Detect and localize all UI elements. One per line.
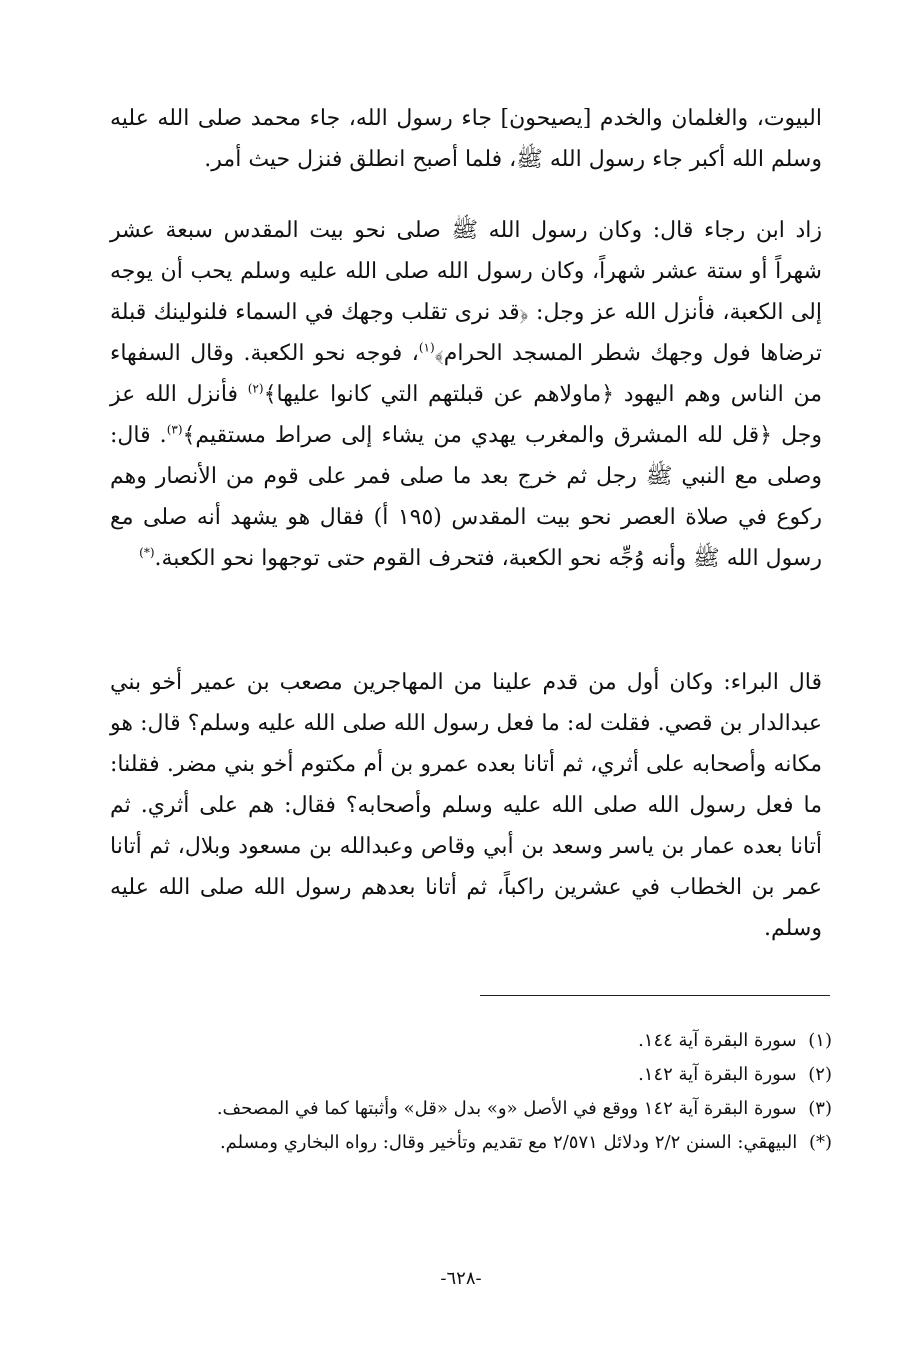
paragraph-2-segment: ، فوجه نحو الكعبة. وقال السفهاء من الناس وهم اليهود ﴿ماولاهم عن قبلتهم التي كانوا عليها﴾ bbox=[110, 341, 822, 407]
paragraph-1-text: البيوت، والغلمان والخدم [يصيحون] جاء رسول الله، جاء محمد صلى الله عليه وسلم الله أكبر جاء رسول الله ﷺ، فلما أصبح انطلق فنزل حيث أمر. bbox=[110, 106, 822, 172]
footnote-marker: (١) bbox=[808, 1030, 832, 1051]
footnote-ref-star: (*) bbox=[139, 545, 155, 560]
footnote-item bbox=[110, 1058, 832, 1092]
footnote-item bbox=[110, 1024, 832, 1058]
footnotes-section bbox=[110, 1024, 832, 1160]
footnote-ref-3: (٣) bbox=[166, 422, 183, 437]
footnote-item bbox=[110, 1092, 832, 1126]
footnote-ref-1: (١) bbox=[418, 340, 435, 355]
footnote-divider bbox=[480, 995, 830, 996]
paragraph-3-text: قال البراء: وكان أول من قدم علينا من المهاجرين مصعب بن عمير أخو بني عبدالدار بن قصي. فقلت له: ما فعل رسول الله صلى الله عليه وسلم؟ قال: هو مكانه وأصحابه على أثري، ثم أتانا بعده عمرو بن أم مكتوم أخو بني مضر. فقلنا: ما فعل رسول الله صلى الله عليه وسلم وأصحابه؟ فقال: هم على أثري. ثم أتانا بعده عمار بن ياسر وسعد بن أبي وقاص وعبدالله بن مسعود وبلال، ثم أتانا عمر بن الخطاب في عشرين راكباً، ثم أتانا بعدهم رسول الله صلى الله عليه وسلم. bbox=[110, 670, 822, 941]
paragraph-2-segment: فأنزل الله عز وجل ﴿قل لله المشرق والمغرب يهدي من يشاء إلى صراط مستقيم﴾ bbox=[110, 382, 823, 448]
footnote-item bbox=[110, 1126, 832, 1160]
footnote-text: سورة البقرة آية ١٤٢ ووقع في الأصل «و» بدل «قل» وأثبتها كما في المصحف. bbox=[216, 1098, 797, 1119]
paragraph-2 bbox=[110, 210, 822, 579]
paragraph-2-segment: زاد ابن رجاء قال: وكان رسول الله ﷺ صلى نحو بيت المقدس سبعة عشر شهراً أو ستة عشر شهراً، وكان رسول الله صلى الله عليه وسلم يحب أن يوجه إلى الكعبة، فأنزل الله عز وجل: ﴿قد نرى تقلب وجهك في السماء فلنولينك قبلة ترضاها فول وجهك شطر المسجد الحرام﴾ bbox=[110, 218, 823, 366]
footnote-ref-2: (٢) bbox=[247, 381, 264, 396]
footnote-marker: (٣) bbox=[808, 1098, 832, 1119]
footnote-text: سورة البقرة آية ١٤٢. bbox=[638, 1064, 797, 1085]
footnote-marker: (*) bbox=[808, 1132, 832, 1153]
footnote-text: سورة البقرة آية ١٤٤. bbox=[638, 1030, 797, 1051]
footnote-marker: (٢) bbox=[808, 1064, 832, 1085]
paragraph-2-segment: . قال: وصلى مع النبي ﷺ رجل ثم خرج بعد ما صلى فمر على قوم من الأنصار وهم ركوع في صلاة العصر نحو بيت المقدس (١٩٥ أ) فقال هو يشهد أنه صلى مع رسول الله ﷺ وأنه وُجِّه نحو الكعبة، فتحرف القوم حتى توجهوا نحو الكعبة. bbox=[110, 423, 822, 571]
paragraph-1 bbox=[110, 98, 822, 180]
paragraph-3 bbox=[110, 662, 822, 949]
page-number: -٦٢٨- bbox=[440, 1268, 482, 1289]
footnote-text: البيهقي: السنن ٢/٢ ودلائل ٢/٥٧١ مع تقديم وتأخير وقال: رواه البخاري ومسلم. bbox=[219, 1132, 798, 1153]
